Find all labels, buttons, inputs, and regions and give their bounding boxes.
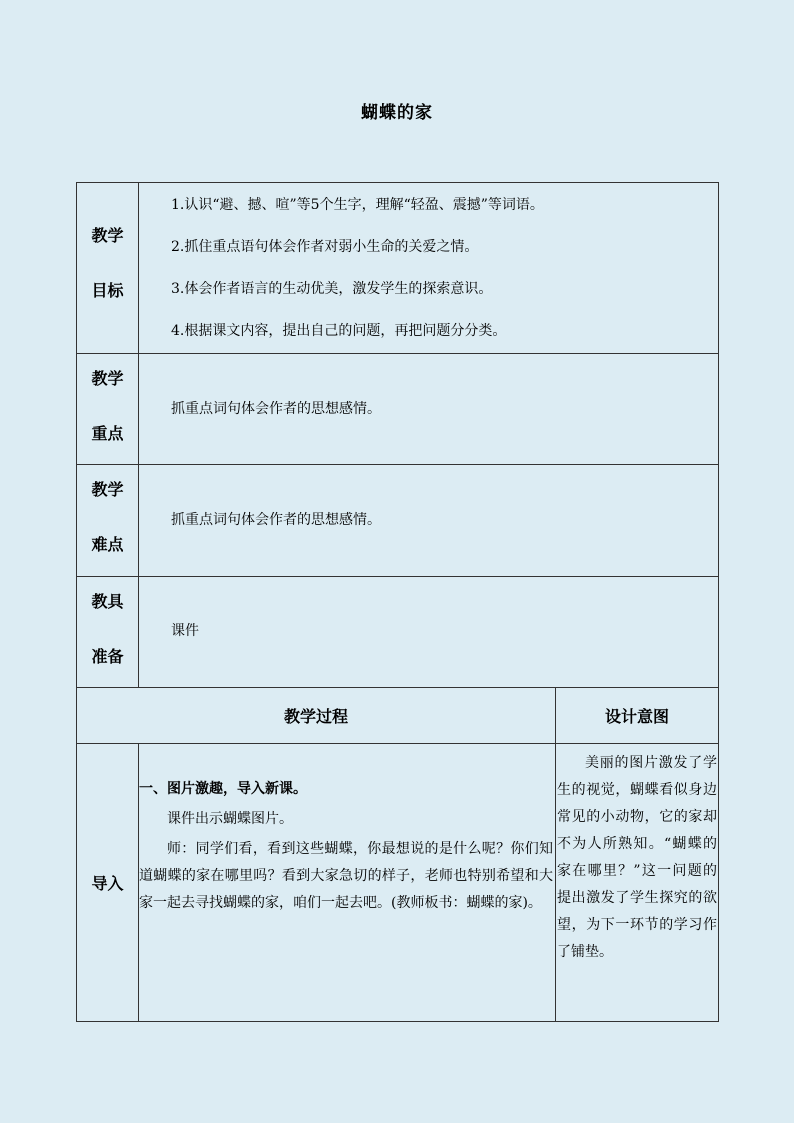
goals-content [139,183,719,354]
goals-row [77,183,719,354]
intro-paragraph: 师：同学们看，看到这些蝴蝶，你最想说的是什么呢？你们知道蝴蝶的家在哪里吗？看到大家急切的样子，老师也特别希望和大家一起去寻找蝴蝶的家，咱们一起去吧。(教师板书：蝴蝶的家)。 [139,841,553,911]
goal-item: 4.根据课文内容，提出自己的问题，再把问题分分类。 [171,323,507,339]
intro-paragraph: 课件出示蝴蝶图片。 [167,811,293,827]
goal-item: 3.体会作者语言的生动优美，激发学生的探索意识。 [171,281,493,297]
process-header: 教学过程 [77,688,556,744]
intro-design: 美丽的图片激发了学生的视觉，蝴蝶看似身边常见的小动物，它的家却不为人所熟知。“蝴蝶的家在哪里？”这一问题的提出激发了学生探究的欲望，为下一环节的学习作了铺垫。 [556,744,719,1022]
section-header-row [77,688,719,744]
materials-content: 课件 [139,577,719,688]
difficulties-content: 抓重点词句体会作者的思想感情。 [139,465,719,577]
materials-label: 教具 准备 [77,577,139,688]
intro-heading: 一、图片激趣，导入新课。 [139,781,307,797]
difficulties-row [77,465,719,577]
goals-label: 教学 目标 [77,183,139,354]
goal-item: 1.认识“避、撼、喧”等5个生字，理解“轻盈、震撼”等词语。 [171,197,544,213]
difficulties-label: 教学 难点 [77,465,139,577]
design-header: 设计意图 [556,688,719,744]
intro-row [77,744,719,1022]
intro-label: 导入 [77,744,139,1022]
materials-row [77,577,719,688]
intro-process [139,744,556,1022]
key-points-label: 教学 重点 [77,354,139,465]
goal-item: 2.抓住重点语句体会作者对弱小生命的关爱之情。 [171,239,479,255]
key-points-row [77,354,719,465]
lesson-plan-table [76,182,719,1022]
page-title: 蝴蝶的家 [361,103,433,123]
key-points-content: 抓重点词句体会作者的思想感情。 [139,354,719,465]
